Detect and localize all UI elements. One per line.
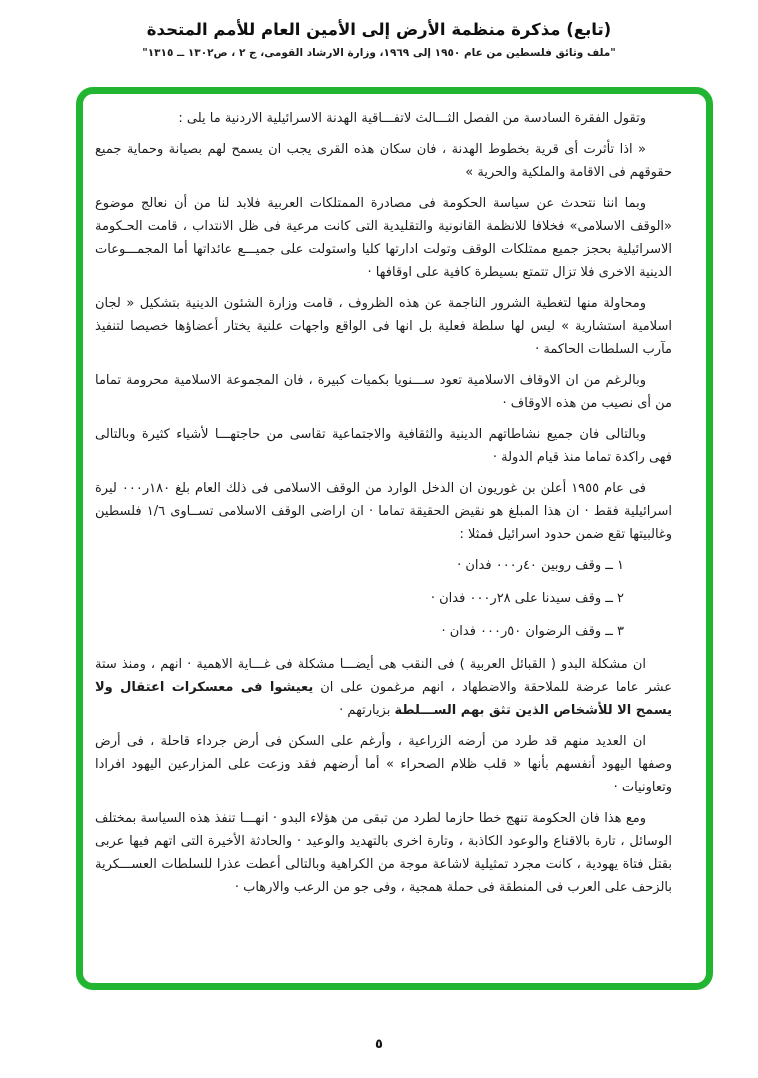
paragraph bbox=[95, 477, 672, 546]
waqf-list-item: ١ ــ وقف روبين ٤٠ر٠٠٠ فدان · bbox=[457, 558, 624, 573]
page-footer bbox=[0, 1033, 758, 1052]
paragraph-text: وتقول الفقرة السادسة من الفصل الثـــالث لاتفـــاقية الهدنة الاسرائيلية الاردنية ما يلى : bbox=[178, 111, 646, 126]
emphasized-text: يعيشوا فى معسكرات اعتقال ولا يسمح الا للأشخاص الذين تثق بهم الســـلطة bbox=[95, 680, 672, 718]
paragraph bbox=[95, 653, 672, 722]
paragraph bbox=[95, 730, 672, 799]
paragraph bbox=[95, 107, 672, 130]
paragraph-text: ومع هذا فان الحكومة تنهج خطا حازما لطرد من تبقى من هؤلاء البدو · انهـــا تنفذ هذه السياسة بمختلف الوسائل ، تارة بالاقناع والوعود الكاذبة ، وتارة اخرى بالتهديد والوعيد · والحادثة الأخيرة التى اتهم فيها عربى بقتل فتاة يهودية ، كانت مجرد تمثيلية لاشاعة موجة من الكراهية وبالتالى أعطت عذرا للسلطات العســـكرية بالزحف على العرب فى المنطقة فى حملة همجية ، وفى جو من الرعب والارهاب · bbox=[95, 811, 672, 895]
waqf-list-item: ٣ ــ وقف الرضوان ٥٠ر٠٠٠ فدان · bbox=[441, 624, 624, 639]
paragraph-text: وبما اننا نتحدث عن سياسة الحكومة فى مصادرة الممتلكات العربية فلابد لنا من أن نعالج موضوع «الوقف الاسلامى» فخلافا للانظمة القانونية والتقليدية التى كانت مرعية فى ظل الانتداب ، قامت الحـكومة الاسرائيلية بحجز جميع ممتلكات الوقف وتولت ادارتها كليا واستولت على جميـــع عائداتها أما المجمـــوعات الدينية الاخرى فلا تزال تتمتع بسيطرة كافية على اوقافها · bbox=[95, 196, 672, 280]
paragraph bbox=[95, 369, 672, 415]
paragraph-text: بزيارتهم · bbox=[339, 703, 395, 718]
source-citation: "ملف وثائق فلسطين من عام ١٩٥٠ إلى ١٩٦٩، وزارة الارشاد القومى، ج ٢ ، ص١٣٠٢ ــ ١٣١٥" bbox=[142, 47, 616, 59]
paragraph bbox=[95, 292, 672, 361]
page-number: ٥ bbox=[375, 1037, 383, 1052]
paragraph-text: ان العديد منهم قد طرد من أرضه الزراعية ، وأرغم على السكن فى أرض جرداء قاحلة ، فى أرض وصفها اليهود أنفسهم بأنها « قلب ظلام الصحراء » أما أرضهم فقد وزعت على المزارعين اليهود افرادا وتعاونيات · bbox=[95, 734, 672, 795]
quoted-armistice-clause bbox=[95, 138, 672, 184]
paragraph-text: « اذا تأثرت أى قرية بخطوط الهدنة ، فان سكان هذه القرى يجب ان يسمح لهم بصيانة وحماية جميع حقوقهم فى الاقامة والملكية والحرية » bbox=[95, 142, 672, 180]
paragraph-text: ان مشكلة البدو ( القبائل العربية ) فى النقب هى أيضـــا مشكلة فى غـــاية الاهمية · انهم ، ومنذ ستة عشر عاما عرضة للملاحقة والاضطهاد ، انهم مرغمون على ان bbox=[95, 657, 672, 695]
paragraph-text: وبالرغم من ان الاوقاف الاسلامية تعود ســـنويا بكميات كبيرة ، فان المجموعة الاسلامية محرومة تماما من أى نصيب من هذه الاوقاف · bbox=[95, 373, 672, 411]
waqf-list-item: ٢ ــ وقف سيدنا على ٢٨ر٠٠٠ فدان · bbox=[430, 591, 624, 606]
paragraph-text: ومحاولة منها لتغطية الشرور الناجمة عن هذه الظروف ، قامت وزارة الشئون الدينية بتشكيل « لجان اسلامية استشارية » ليس لها سلطة فعلية بل انها فى الواقع واجهات علنية يختار أعضاؤها خصيصا لتنفيذ مآرب السلطات الحاكمة · bbox=[95, 296, 672, 357]
paragraph bbox=[95, 423, 672, 469]
green-border-frame bbox=[76, 87, 713, 990]
memo-title: (تابع) مذكرة منظمة الأرض إلى الأمين العام للأمم المتحدة bbox=[146, 20, 612, 39]
paragraph-text: فى عام ١٩٥٥ أعلن بن غوريون ان الدخل الوارد من الوقف الاسلامى فى ذلك العام بلغ ١٨٠ر٠٠٠ ليرة اسرائيلية فقط · ان هذا المبلغ هو نقيض الحقيقة تماما · ان اراضى الوقف الاسلامى تســاوى ١/٦ فلسطين وغالبيتها تقع ضمن حدود اسرائيل فمثلا : bbox=[95, 481, 672, 542]
document-header bbox=[0, 19, 758, 59]
paragraph bbox=[95, 192, 672, 284]
paragraph-text: وبالتالى فان جميع نشاطاتهم الدينية والثقافية والاجتماعية تقاسى من حاجتهـــا لأشياء كثيرة وبالتالى فهى راكدة تماما منذ قيام الدولة · bbox=[95, 427, 672, 465]
document-content bbox=[95, 107, 672, 980]
paragraph bbox=[95, 807, 672, 899]
